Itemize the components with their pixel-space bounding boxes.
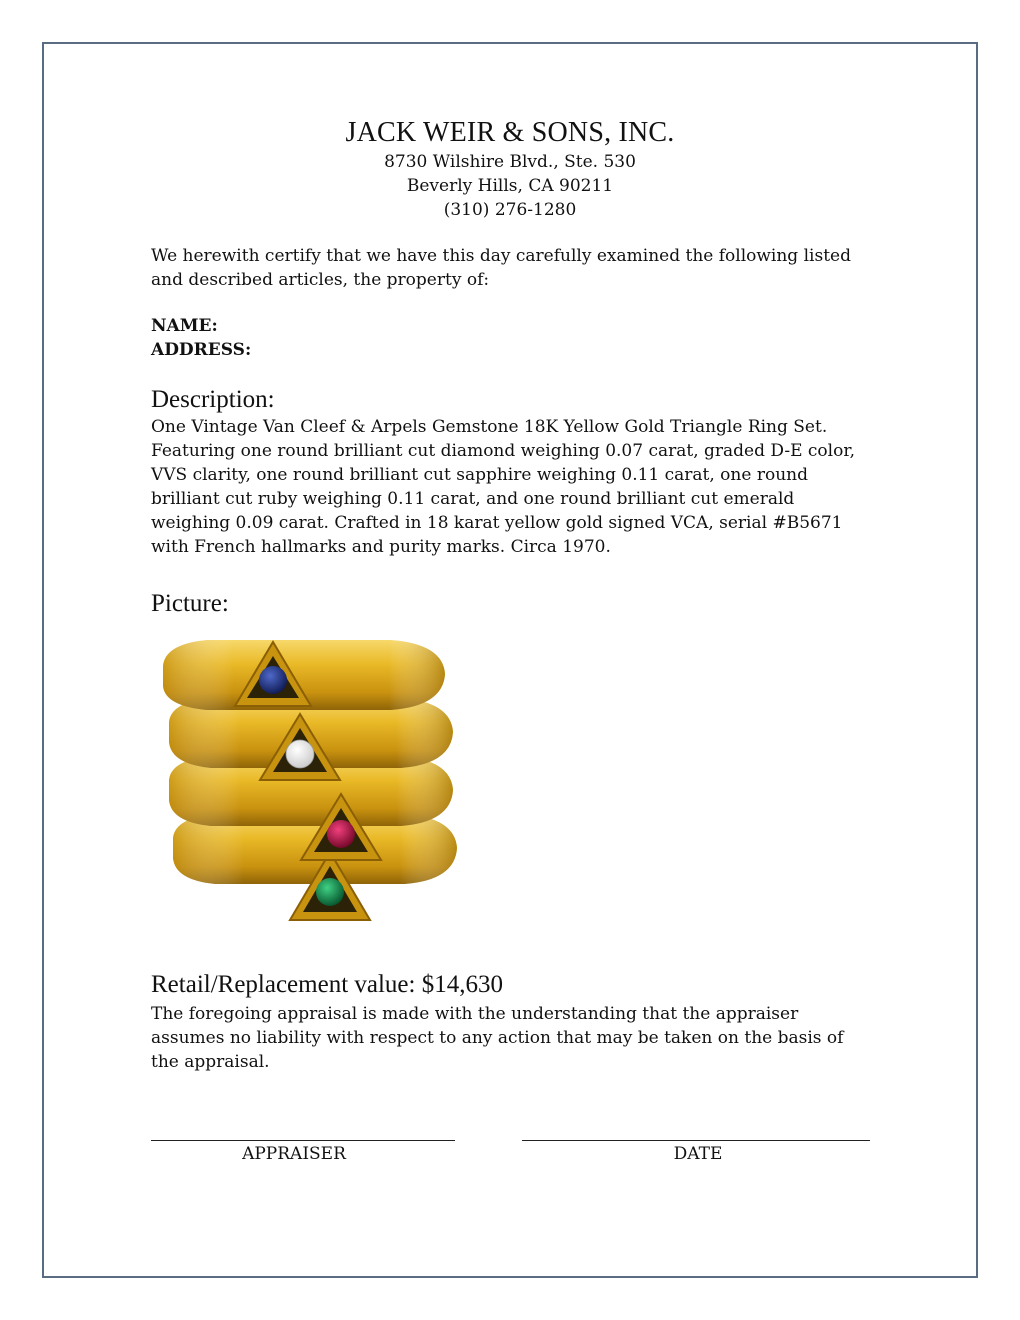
ring-stack-illustration <box>155 630 465 930</box>
address-line-1: 8730 Wilshire Blvd., Ste. 530 <box>384 152 636 172</box>
description-body: One Vintage Van Cleef & Arpels Gemstone 18K Yellow Gold Triangle Ring Set. Featuring one round brilliant cut diamond weighing 0.07 carat, graded D-E color, VVS clarity, one round brilliant cut sapphire weighing 0.11 carat, one round brilliant cut ruby weighing 0.11 carat, and one round brilliant cut emerald weighing 0.09 carat. Crafted in 18 karat yellow gold signed VCA, serial #B5671 with French hallmarks and purity marks. Circa 1970. <box>151 417 855 557</box>
address-line-2: Beverly Hills, CA 90211 <box>406 176 614 196</box>
date-label: DATE <box>673 1144 723 1164</box>
owner-block <box>151 314 873 362</box>
liability-disclaimer: The foregoing appraisal is made with the understanding that the appraiser assumes no liability with respect to any action that may be taken on the basis of the appraisal. <box>151 1004 844 1072</box>
diamond-stone <box>286 740 314 768</box>
ring-band-sapphire <box>163 640 445 710</box>
phone-number: (310) 276-1280 <box>443 200 577 220</box>
description-heading: Description: <box>151 386 275 413</box>
name-label: NAME: <box>151 316 218 336</box>
certification-statement: We herewith certify that we have this day carefully examined the following listed and described articles, the property of: <box>151 246 851 290</box>
letterhead <box>0 116 1020 222</box>
ruby-stone <box>327 820 355 848</box>
picture-heading: Picture: <box>151 590 229 617</box>
ring-set-photo <box>155 630 465 930</box>
appraiser-signature-line <box>151 1140 455 1141</box>
retail-value: Retail/Replacement value: $14,630 <box>151 971 503 998</box>
address-label: ADDRESS: <box>151 340 252 360</box>
date-signature-line <box>522 1140 870 1141</box>
ring-band-emerald <box>173 814 457 920</box>
company-name: JACK WEIR & SONS, INC. <box>345 117 675 148</box>
appraiser-label: APPRAISER <box>242 1144 346 1164</box>
emerald-stone <box>316 878 344 906</box>
sapphire-stone <box>259 666 287 694</box>
